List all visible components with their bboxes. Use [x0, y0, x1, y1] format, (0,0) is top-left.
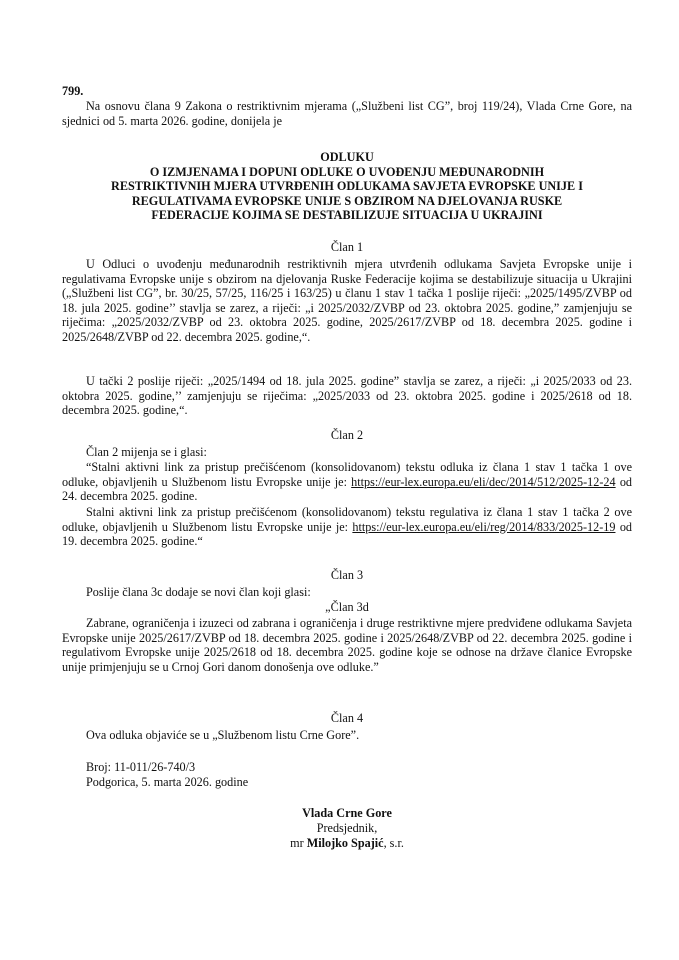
title-line-4: REGULATIVAMA EVROPSKE UNIJE S OBZIROM NA DJELOVANJA RUSKE	[131, 193, 563, 208]
signature-prefix: mr	[290, 836, 304, 850]
eur-lex-decision-link[interactable]: https://eur-lex.europa.eu/eli/dec/2014/512/2025-12-24	[351, 474, 616, 489]
article-3-heading: Član 3	[330, 568, 364, 582]
article-3d-subheading: „Član 3d	[325, 600, 369, 614]
article-2-text-c: Stalni aktivni link za pristup prečišćenom (konsolidovanom) tekstu regulativa iz člana 1 stav 1 tačka 2 ove odluke, objavljenih u Službenom listu Evropske unije je:	[62, 505, 632, 534]
signature-name-line	[62, 836, 632, 851]
article-4-paragraph-1: Ova odluka objaviće se u „Službenom listu Crne Gore”.	[86, 728, 360, 742]
article-2-text-b: od 24. decembra 2025. godine.	[62, 474, 632, 504]
title-line-3: RESTRIKTIVNIH MJERA UTVRĐENIH ODLUKAMA SAVJETA EVROPSKE UNIJE I	[111, 179, 583, 194]
signature-role: Predsjednik,	[316, 821, 378, 835]
signature-organization: Vlada Crne Gore	[302, 806, 392, 820]
article-2-text-d: od 19. decembra 2025. godine.“	[62, 519, 633, 549]
article-2-text-a: “Stalni aktivni link za pristup prečišćenom (konsolidovanom) tekstu odluka iz člana 1 stav 1 tačka 1 ove odluke, objavljenih u Službenom listu Evropske unije je:	[62, 460, 632, 489]
title-line-1: ODLUKU	[320, 150, 374, 164]
document-reference-number: Broj: 11-011/26-740/3	[86, 760, 196, 774]
place-and-date: Podgorica, 5. marta 2026. godine	[86, 775, 249, 789]
decision-number: 799.	[62, 84, 84, 98]
document-title	[62, 150, 632, 223]
signature-suffix: , s.r.	[383, 836, 404, 850]
article-4-heading: Član 4	[330, 711, 364, 725]
eur-lex-regulation-link[interactable]: https://eur-lex.europa.eu/eli/reg/2014/833/2025-12-19	[352, 519, 616, 534]
article-1-paragraph-1: U Odluci o uvođenju međunarodnih restriktivnih mjera utvrđenih odlukama Savjeta Evropske unije i regulativama Evropske unije s obzirom na djelovanja Ruske Federacije kojima se destabilizuje situacija u Ukrajini („Službeni list CG”, br. 30/25, 57/25, 116/25 i 163/25) u članu 1 stav 1 tačka 1 poslije riječi: „2025/1495/ZVBP od 18. jula 2025. godine’’ stavlja se zarez, a riječi: „i 2025/2032/ZVBP od 23. oktobra 2025. godine,” zamjenjuju se riječima: „2025/2032/ZVBP od 23. oktobra 2025. godine, 2025/2617/ZVBP od 18. decembra 2025. godine i 2025/2648/ZVBP od 22. decembra 2025. godine,“.	[62, 257, 632, 344]
signature-name: Milojko Spajić	[306, 836, 384, 850]
article-3-paragraph-2: Zabrane, ograničenja i izuzeci od zabrana i ograničenja i druge restriktivne mjere predviđene odlukama Savjeta Evropske unije 2025/2617/ZVBP od 18. decembra 2025. godine i 2025/2648/ZVBP od 22. decembra 2025. godine i regulativom Evropske unije 2025/2618 od 18. decembra 2025. godine koje se odnose na države članice Evropske unije primjenjuju se u Crnoj Gori danom donošenja ove odluke.”	[62, 616, 632, 674]
article-1-paragraph-2: U tački 2 poslije riječi: „2025/1494 od 18. jula 2025. godine” stavlja se zarez, a riječi: „i 2025/2033 od 23. oktobra 2025. godine,’’ zamjenjuju se riječima: „2025/2033 od 23. oktobra 2025. godine i 2025/2618 od 18. decembra 2025. godine,“.	[62, 374, 632, 418]
title-line-2: O IZMJENAMA I DOPUNI ODLUKE O UVOĐENJU MEĐUNARODNIH	[149, 164, 545, 179]
article-2-paragraph-3	[62, 505, 632, 549]
intro-paragraph: Na osnovu člana 9 Zakona o restriktivnim mjerama („Službeni list CG”, broj 119/24), Vlada Crne Gore, na sjednici od 5. marta 2026. godine, donijela je	[62, 99, 632, 128]
article-2-paragraph-2	[62, 460, 632, 504]
title-line-5: FEDERACIJE KOJIMA SE DESTABILIZUJE SITUACIJA U UKRAJINI	[151, 208, 543, 223]
article-1-heading: Član 1	[330, 240, 364, 254]
article-3-paragraph-1: Poslije člana 3c dodaje se novi član koji glasi:	[86, 585, 311, 599]
article-2-paragraph-1: Član 2 mijenja se i glasi:	[86, 445, 207, 459]
article-2-heading: Član 2	[330, 428, 364, 442]
